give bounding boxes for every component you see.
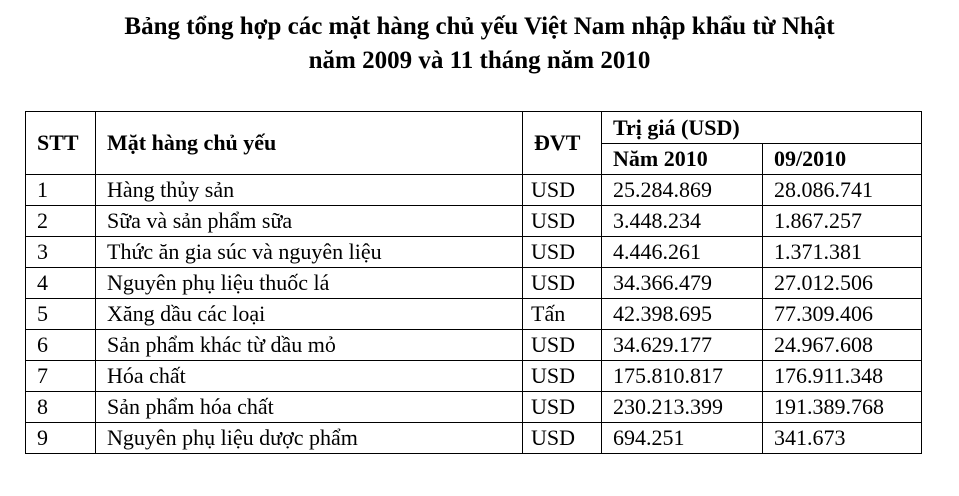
cell-stt: 2: [26, 206, 96, 237]
cell-stt: 6: [26, 330, 96, 361]
cell-unit: USD: [523, 330, 602, 361]
cell-stt: 7: [26, 361, 96, 392]
cell-item: Sữa và sản phẩm sữa: [96, 206, 523, 237]
header-col-b: 09/2010: [763, 144, 922, 175]
cell-item: Sản phẩm khác từ dầu mỏ: [96, 330, 523, 361]
cell-item: Xăng dầu các loại: [96, 299, 523, 330]
header-unit: ĐVT: [523, 112, 602, 175]
table-row: [26, 423, 922, 454]
cell-value-a: 694.251: [602, 423, 763, 454]
cell-value-b: 28.086.741: [763, 175, 922, 206]
cell-stt: 8: [26, 392, 96, 423]
cell-value-a: 230.213.399: [602, 392, 763, 423]
cell-value-b: 24.967.608: [763, 330, 922, 361]
cell-item: Thức ăn gia súc và nguyên liệu: [96, 237, 523, 268]
cell-value-a: 34.366.479: [602, 268, 763, 299]
cell-stt: 5: [26, 299, 96, 330]
cell-item: Hóa chất: [96, 361, 523, 392]
header-item: Mặt hàng chủ yếu: [96, 112, 523, 175]
cell-value-b: 341.673: [763, 423, 922, 454]
cell-value-a: 175.810.817: [602, 361, 763, 392]
table-row: [26, 330, 922, 361]
cell-unit: Tấn: [523, 299, 602, 330]
cell-unit: USD: [523, 423, 602, 454]
cell-stt: 1: [26, 175, 96, 206]
table-row: [26, 268, 922, 299]
cell-value-a: 34.629.177: [602, 330, 763, 361]
cell-item: Nguyên phụ liệu dược phẩm: [96, 423, 523, 454]
cell-value-b: 1.371.381: [763, 237, 922, 268]
import-table: [25, 111, 922, 454]
title-line-2: năm 2009 và 11 tháng năm 2010: [308, 47, 651, 74]
cell-value-a: 3.448.234: [602, 206, 763, 237]
table-row: [26, 392, 922, 423]
header-col-a: Năm 2010: [602, 144, 763, 175]
cell-value-a: 4.446.261: [602, 237, 763, 268]
header-row: [26, 112, 922, 144]
table-row: [26, 206, 922, 237]
document-title: [0, 10, 959, 78]
cell-value-a: 25.284.869: [602, 175, 763, 206]
cell-unit: USD: [523, 361, 602, 392]
cell-unit: USD: [523, 175, 602, 206]
cell-item: Sản phẩm hóa chất: [96, 392, 523, 423]
cell-unit: USD: [523, 206, 602, 237]
cell-value-b: 77.309.406: [763, 299, 922, 330]
cell-stt: 9: [26, 423, 96, 454]
table-body: [26, 175, 922, 454]
table-row: [26, 175, 922, 206]
title-line-1: Bảng tổng hợp các mặt hàng chủ yếu Việt Nam nhập khẩu từ Nhật: [124, 13, 835, 40]
table-row: [26, 299, 922, 330]
header-value-group: Trị giá (USD): [602, 112, 922, 144]
cell-unit: USD: [523, 268, 602, 299]
cell-stt: 3: [26, 237, 96, 268]
cell-item: Nguyên phụ liệu thuốc lá: [96, 268, 523, 299]
table-row: [26, 361, 922, 392]
cell-stt: 4: [26, 268, 96, 299]
cell-value-b: 1.867.257: [763, 206, 922, 237]
table-row: [26, 237, 922, 268]
cell-value-b: 191.389.768: [763, 392, 922, 423]
cell-unit: USD: [523, 392, 602, 423]
header-stt: STT: [26, 112, 96, 175]
cell-value-b: 176.911.348: [763, 361, 922, 392]
cell-unit: USD: [523, 237, 602, 268]
cell-item: Hàng thủy sản: [96, 175, 523, 206]
cell-value-a: 42.398.695: [602, 299, 763, 330]
cell-value-b: 27.012.506: [763, 268, 922, 299]
